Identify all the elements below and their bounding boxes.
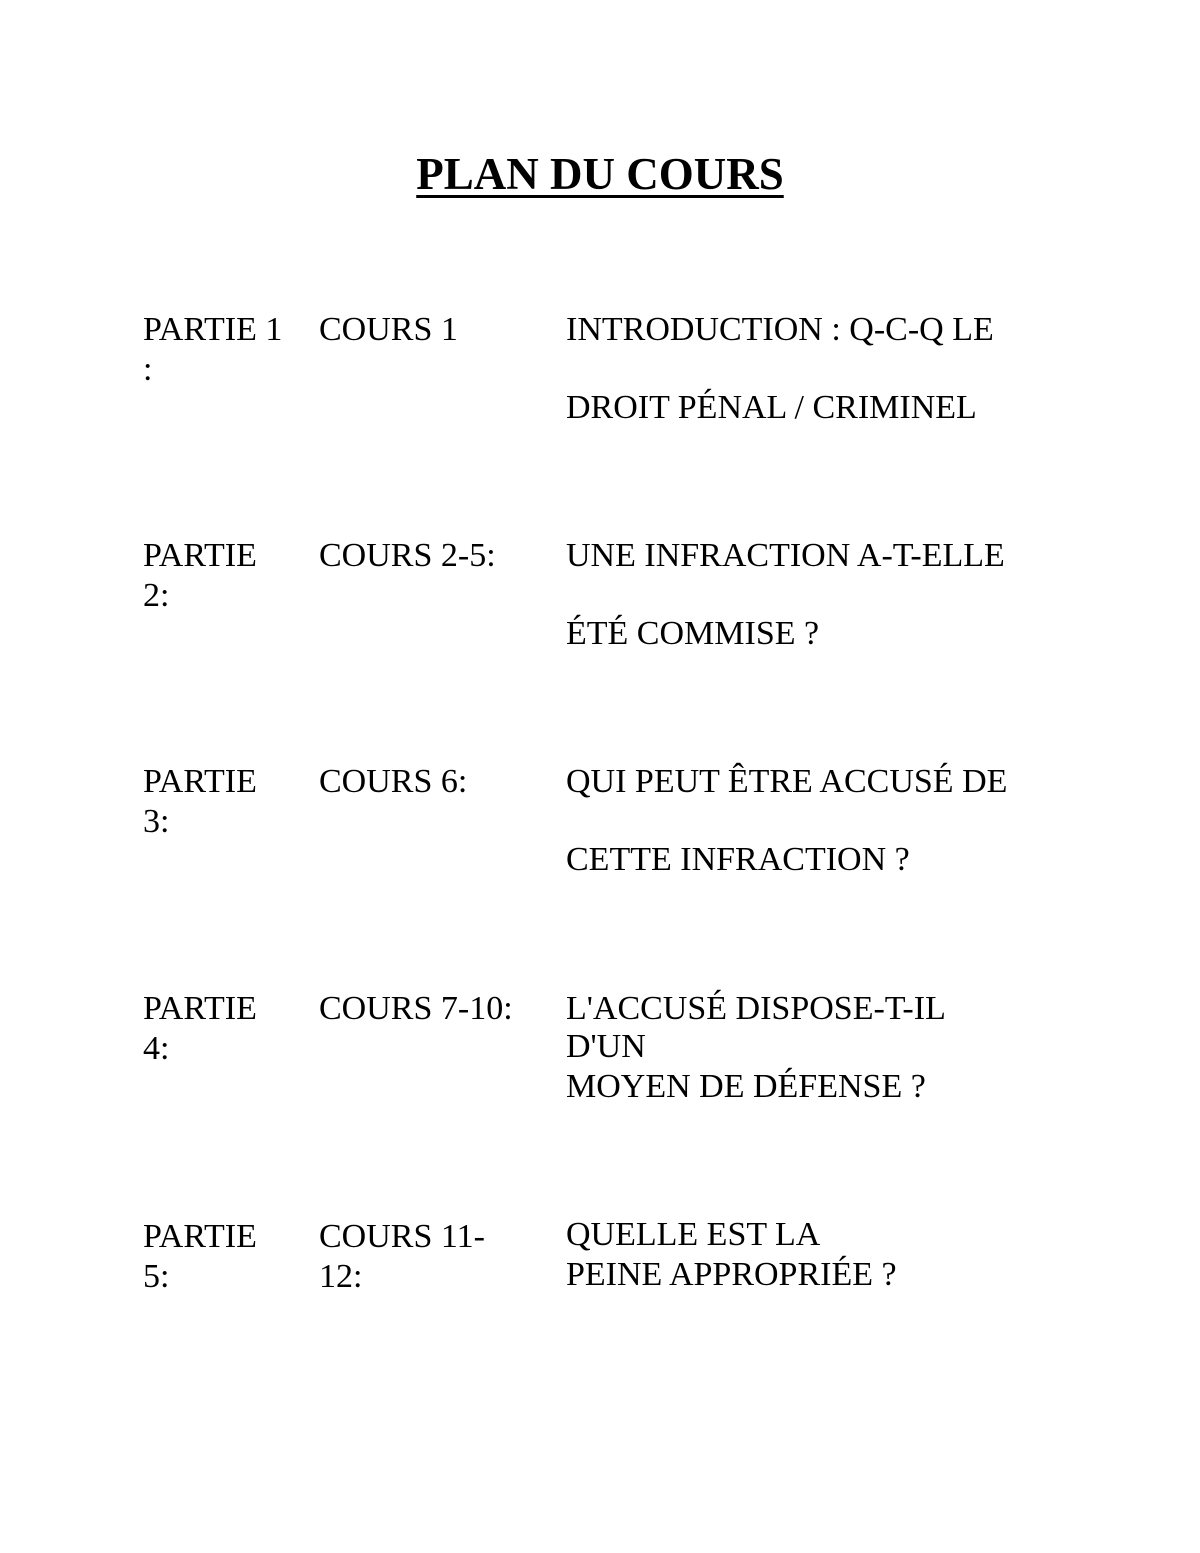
sujet-text: DROIT PÉNAL / CRIMINEL	[566, 389, 977, 426]
partie-label: 4:	[143, 1030, 170, 1067]
sujet-text: MOYEN DE DÉFENSE ?	[566, 1068, 926, 1105]
partie-label: 3:	[143, 803, 170, 840]
sujet-text: ÉTÉ COMMISE ?	[566, 615, 820, 652]
partie-label: PARTIE	[143, 537, 257, 574]
sujet-text: QUELLE EST LA	[566, 1216, 821, 1253]
cours-label: COURS 7-10:	[319, 990, 513, 1027]
page-title: PLAN DU COURS	[416, 149, 784, 199]
sujet-text: INTRODUCTION : Q-C-Q LE	[566, 311, 994, 348]
cours-label: COURS 11-	[319, 1218, 485, 1255]
partie-label: PARTIE	[143, 990, 257, 1027]
cours-label: COURS 6:	[319, 763, 468, 800]
partie-label: 5:	[143, 1258, 170, 1295]
partie-label: 2:	[143, 577, 170, 614]
cours-label: 12:	[319, 1258, 363, 1295]
cours-label: COURS 1	[319, 311, 458, 348]
partie-label: PARTIE	[143, 1218, 257, 1255]
cours-label: COURS 2-5:	[319, 537, 496, 574]
sujet-text: L'ACCUSÉ DISPOSE-T-IL	[566, 990, 946, 1027]
partie-label: PARTIE 1	[143, 311, 283, 348]
sujet-text: PEINE APPROPRIÉE ?	[566, 1256, 897, 1293]
sujet-text: CETTE INFRACTION ?	[566, 841, 910, 878]
sujet-text: QUI PEUT ÊTRE ACCUSÉ DE	[566, 763, 1008, 800]
sujet-text: D'UN	[566, 1028, 646, 1065]
partie-label: PARTIE	[143, 763, 257, 800]
sujet-text: UNE INFRACTION A-T-ELLE	[566, 537, 1005, 574]
partie-label: :	[143, 351, 153, 388]
